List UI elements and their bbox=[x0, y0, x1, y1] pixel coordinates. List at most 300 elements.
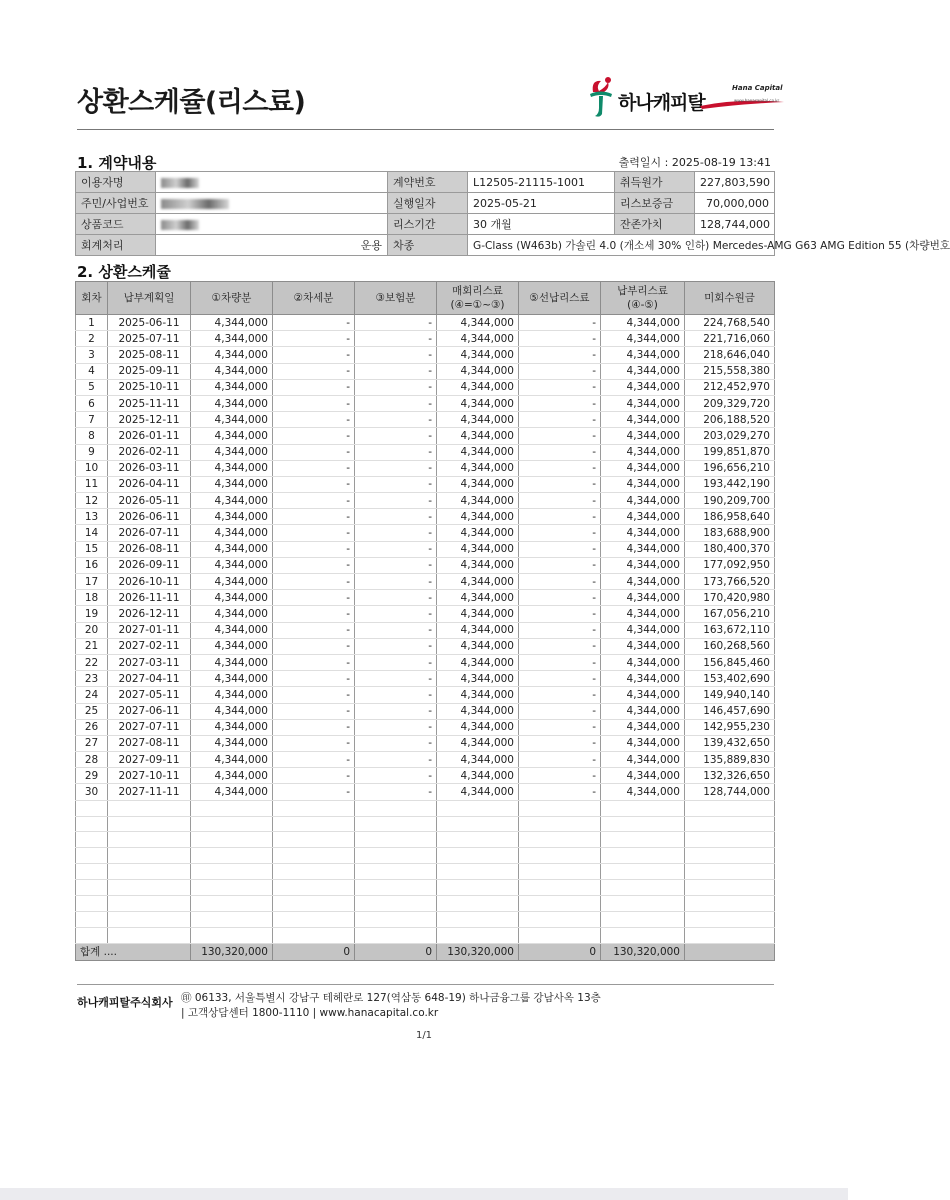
header-tax: ②차세분 bbox=[273, 282, 355, 315]
section2-title: 2. 상환스케쥴 bbox=[77, 263, 171, 281]
cell-payment: 4,344,000 bbox=[601, 638, 685, 654]
empty-row bbox=[76, 816, 775, 832]
empty-cell bbox=[273, 848, 355, 864]
contract-info-table bbox=[75, 171, 950, 256]
table-row bbox=[76, 606, 775, 622]
empty-cell bbox=[76, 848, 108, 864]
cell-balance: 142,955,230 bbox=[685, 719, 775, 735]
header-payment bbox=[601, 282, 685, 315]
table-row bbox=[76, 541, 775, 557]
cell-tax: - bbox=[273, 331, 355, 347]
table-row bbox=[76, 460, 775, 476]
cell-vehicle: 4,344,000 bbox=[191, 444, 273, 460]
label-id: 주민/사업번호 bbox=[76, 193, 156, 214]
cell-lease: 4,344,000 bbox=[437, 476, 519, 492]
cell-tax: - bbox=[273, 395, 355, 411]
cell-lease: 4,344,000 bbox=[437, 428, 519, 444]
cell-insurance: - bbox=[355, 703, 437, 719]
cell-tax: - bbox=[273, 638, 355, 654]
cell-insurance: - bbox=[355, 687, 437, 703]
label-product: 상품코드 bbox=[76, 214, 156, 235]
id-number-redacted bbox=[156, 193, 388, 214]
table-row bbox=[76, 476, 775, 492]
cell-date: 2025-10-11 bbox=[108, 379, 191, 395]
footer-contact: | 고객상담센터 1800-1110 | www.hanacapital.co.kr bbox=[181, 1007, 439, 1019]
cell-payment: 4,344,000 bbox=[601, 379, 685, 395]
cell-payment: 4,344,000 bbox=[601, 412, 685, 428]
empty-cell bbox=[519, 800, 601, 816]
cell-tax: - bbox=[273, 444, 355, 460]
total-tax: 0 bbox=[273, 943, 355, 960]
cell-no: 30 bbox=[76, 784, 108, 800]
cell-insurance: - bbox=[355, 752, 437, 768]
empty-cell bbox=[273, 880, 355, 896]
empty-cell bbox=[76, 895, 108, 911]
cell-vehicle: 4,344,000 bbox=[191, 768, 273, 784]
total-payment: 130,320,000 bbox=[601, 943, 685, 960]
cell-vehicle: 4,344,000 bbox=[191, 379, 273, 395]
cell-date: 2025-12-11 bbox=[108, 412, 191, 428]
cell-tax: - bbox=[273, 428, 355, 444]
cell-tax: - bbox=[273, 541, 355, 557]
empty-cell bbox=[191, 880, 273, 896]
empty-cell bbox=[685, 848, 775, 864]
empty-cell bbox=[76, 832, 108, 848]
cell-balance: 209,329,720 bbox=[685, 395, 775, 411]
cell-insurance: - bbox=[355, 768, 437, 784]
empty-row bbox=[76, 800, 775, 816]
empty-cell bbox=[437, 832, 519, 848]
cell-balance: 180,400,370 bbox=[685, 541, 775, 557]
empty-row bbox=[76, 848, 775, 864]
cell-prepaid: - bbox=[519, 654, 601, 670]
cell-vehicle: 4,344,000 bbox=[191, 638, 273, 654]
empty-row bbox=[76, 864, 775, 880]
empty-row bbox=[76, 895, 775, 911]
cell-insurance: - bbox=[355, 315, 437, 331]
cell-no: 3 bbox=[76, 347, 108, 363]
cell-no: 18 bbox=[76, 590, 108, 606]
empty-cell bbox=[273, 800, 355, 816]
cell-prepaid: - bbox=[519, 460, 601, 476]
cell-prepaid: - bbox=[519, 719, 601, 735]
empty-cell bbox=[108, 880, 191, 896]
total-insurance: 0 bbox=[355, 943, 437, 960]
empty-cell bbox=[76, 800, 108, 816]
empty-cell bbox=[437, 864, 519, 880]
cell-balance: 221,716,060 bbox=[685, 331, 775, 347]
cell-balance: 193,442,190 bbox=[685, 476, 775, 492]
logo-english: Hana Capital bbox=[732, 84, 783, 92]
empty-cell bbox=[191, 864, 273, 880]
section1-title: 1. 계약내용 bbox=[77, 154, 157, 172]
table-row bbox=[76, 428, 775, 444]
cell-tax: - bbox=[273, 460, 355, 476]
info-row bbox=[76, 235, 775, 256]
cell-balance: 163,672,110 bbox=[685, 622, 775, 638]
empty-cell bbox=[273, 927, 355, 943]
cell-payment: 4,344,000 bbox=[601, 476, 685, 492]
cell-lease: 4,344,000 bbox=[437, 363, 519, 379]
cell-no: 26 bbox=[76, 719, 108, 735]
cell-tax: - bbox=[273, 752, 355, 768]
cell-no: 12 bbox=[76, 493, 108, 509]
cell-lease: 4,344,000 bbox=[437, 315, 519, 331]
cell-vehicle: 4,344,000 bbox=[191, 541, 273, 557]
cell-insurance: - bbox=[355, 541, 437, 557]
cell-date: 2027-07-11 bbox=[108, 719, 191, 735]
cell-balance: 218,646,040 bbox=[685, 347, 775, 363]
total-prepaid: 0 bbox=[519, 943, 601, 960]
cell-no: 17 bbox=[76, 574, 108, 590]
table-row bbox=[76, 557, 775, 573]
label-vehicle: 차종 bbox=[388, 235, 468, 256]
cell-date: 2027-02-11 bbox=[108, 638, 191, 654]
cell-prepaid: - bbox=[519, 476, 601, 492]
empty-cell bbox=[437, 800, 519, 816]
cell-vehicle: 4,344,000 bbox=[191, 347, 273, 363]
cell-tax: - bbox=[273, 315, 355, 331]
cell-balance: 203,029,270 bbox=[685, 428, 775, 444]
cell-tax: - bbox=[273, 687, 355, 703]
table-row bbox=[76, 735, 775, 751]
empty-cell bbox=[191, 800, 273, 816]
header-prepaid: ⑤선납리스료 bbox=[519, 282, 601, 315]
cell-lease: 4,344,000 bbox=[437, 703, 519, 719]
cell-no: 15 bbox=[76, 541, 108, 557]
label-lease-period: 리스기간 bbox=[388, 214, 468, 235]
cell-vehicle: 4,344,000 bbox=[191, 574, 273, 590]
cell-prepaid: - bbox=[519, 363, 601, 379]
cell-balance: 156,845,460 bbox=[685, 654, 775, 670]
cell-lease: 4,344,000 bbox=[437, 444, 519, 460]
header-vehicle: ①차량분 bbox=[191, 282, 273, 315]
cell-lease: 4,344,000 bbox=[437, 590, 519, 606]
header-payment-line2: (④-⑤) bbox=[627, 299, 658, 311]
residual-value: 128,744,000 bbox=[695, 214, 775, 235]
cell-tax: - bbox=[273, 379, 355, 395]
bottom-band bbox=[0, 1188, 848, 1200]
cell-vehicle: 4,344,000 bbox=[191, 315, 273, 331]
empty-cell bbox=[685, 864, 775, 880]
cell-no: 8 bbox=[76, 428, 108, 444]
cell-prepaid: - bbox=[519, 315, 601, 331]
cell-date: 2026-08-11 bbox=[108, 541, 191, 557]
schedule-body bbox=[76, 315, 775, 961]
cell-payment: 4,344,000 bbox=[601, 460, 685, 476]
cell-date: 2026-10-11 bbox=[108, 574, 191, 590]
cell-tax: - bbox=[273, 703, 355, 719]
exec-date: 2025-05-21 bbox=[468, 193, 615, 214]
table-row bbox=[76, 509, 775, 525]
cell-date: 2025-07-11 bbox=[108, 331, 191, 347]
empty-cell bbox=[76, 927, 108, 943]
page-number: 1/1 bbox=[415, 1030, 433, 1041]
cell-tax: - bbox=[273, 509, 355, 525]
cell-insurance: - bbox=[355, 719, 437, 735]
cell-no: 28 bbox=[76, 752, 108, 768]
cell-payment: 4,344,000 bbox=[601, 735, 685, 751]
table-row bbox=[76, 719, 775, 735]
cell-tax: - bbox=[273, 654, 355, 670]
cell-prepaid: - bbox=[519, 622, 601, 638]
empty-cell bbox=[191, 832, 273, 848]
cell-lease: 4,344,000 bbox=[437, 525, 519, 541]
empty-cell bbox=[685, 927, 775, 943]
cell-no: 11 bbox=[76, 476, 108, 492]
cell-prepaid: - bbox=[519, 606, 601, 622]
cell-balance: 173,766,520 bbox=[685, 574, 775, 590]
cell-prepaid: - bbox=[519, 590, 601, 606]
label-contract-no: 계약번호 bbox=[388, 172, 468, 193]
table-row bbox=[76, 784, 775, 800]
cell-vehicle: 4,344,000 bbox=[191, 590, 273, 606]
cell-vehicle: 4,344,000 bbox=[191, 525, 273, 541]
empty-row bbox=[76, 911, 775, 927]
cell-date: 2027-01-11 bbox=[108, 622, 191, 638]
cell-insurance: - bbox=[355, 509, 437, 525]
cell-no: 20 bbox=[76, 622, 108, 638]
cell-insurance: - bbox=[355, 347, 437, 363]
accounting-type: 운용 bbox=[156, 235, 388, 256]
cell-date: 2027-03-11 bbox=[108, 654, 191, 670]
cell-balance: 132,326,650 bbox=[685, 768, 775, 784]
cell-no: 14 bbox=[76, 525, 108, 541]
empty-cell bbox=[519, 911, 601, 927]
cell-payment: 4,344,000 bbox=[601, 363, 685, 379]
repayment-schedule-table bbox=[75, 281, 775, 961]
cell-tax: - bbox=[273, 493, 355, 509]
table-row bbox=[76, 671, 775, 687]
cell-date: 2026-02-11 bbox=[108, 444, 191, 460]
cell-payment: 4,344,000 bbox=[601, 622, 685, 638]
cell-balance: 215,558,380 bbox=[685, 363, 775, 379]
cell-vehicle: 4,344,000 bbox=[191, 784, 273, 800]
cell-payment: 4,344,000 bbox=[601, 687, 685, 703]
cell-lease: 4,344,000 bbox=[437, 509, 519, 525]
table-row bbox=[76, 412, 775, 428]
cell-insurance: - bbox=[355, 557, 437, 573]
cell-insurance: - bbox=[355, 654, 437, 670]
empty-cell bbox=[108, 816, 191, 832]
footer-address: ㊞ 06133, 서울특별시 강남구 테헤란로 127(역삼동 648-19) 하나금융그룹 강남사옥 13층 bbox=[181, 992, 601, 1004]
label-deposit: 리스보증금 bbox=[615, 193, 695, 214]
cell-insurance: - bbox=[355, 331, 437, 347]
cell-prepaid: - bbox=[519, 671, 601, 687]
cell-payment: 4,344,000 bbox=[601, 525, 685, 541]
cell-insurance: - bbox=[355, 412, 437, 428]
empty-cell bbox=[76, 911, 108, 927]
empty-cell bbox=[437, 848, 519, 864]
empty-row bbox=[76, 832, 775, 848]
cell-no: 24 bbox=[76, 687, 108, 703]
contract-no: L12505-21115-1001 bbox=[468, 172, 615, 193]
cell-prepaid: - bbox=[519, 735, 601, 751]
cell-date: 2025-09-11 bbox=[108, 363, 191, 379]
cell-lease: 4,344,000 bbox=[437, 719, 519, 735]
cell-lease: 4,344,000 bbox=[437, 460, 519, 476]
cell-balance: 177,092,950 bbox=[685, 557, 775, 573]
totals-label: 합계 .... bbox=[76, 943, 191, 960]
cell-prepaid: - bbox=[519, 412, 601, 428]
cell-balance: 160,268,560 bbox=[685, 638, 775, 654]
cell-payment: 4,344,000 bbox=[601, 574, 685, 590]
cell-vehicle: 4,344,000 bbox=[191, 412, 273, 428]
table-row bbox=[76, 638, 775, 654]
cell-tax: - bbox=[273, 719, 355, 735]
cell-lease: 4,344,000 bbox=[437, 395, 519, 411]
cell-vehicle: 4,344,000 bbox=[191, 671, 273, 687]
cell-lease: 4,344,000 bbox=[437, 347, 519, 363]
cell-insurance: - bbox=[355, 363, 437, 379]
cell-prepaid: - bbox=[519, 638, 601, 654]
cell-vehicle: 4,344,000 bbox=[191, 509, 273, 525]
header-no: 회차 bbox=[76, 282, 108, 315]
header-lease bbox=[437, 282, 519, 315]
product-code-redacted bbox=[156, 214, 388, 235]
cell-prepaid: - bbox=[519, 687, 601, 703]
cell-payment: 4,344,000 bbox=[601, 768, 685, 784]
cell-balance: 186,958,640 bbox=[685, 509, 775, 525]
cell-lease: 4,344,000 bbox=[437, 379, 519, 395]
info-row bbox=[76, 172, 775, 193]
total-lease: 130,320,000 bbox=[437, 943, 519, 960]
empty-cell bbox=[601, 848, 685, 864]
lease-period: 30 개월 bbox=[468, 214, 615, 235]
cell-date: 2027-05-11 bbox=[108, 687, 191, 703]
empty-cell bbox=[355, 864, 437, 880]
cell-insurance: - bbox=[355, 493, 437, 509]
cell-insurance: - bbox=[355, 444, 437, 460]
cell-prepaid: - bbox=[519, 752, 601, 768]
empty-cell bbox=[601, 927, 685, 943]
cell-prepaid: - bbox=[519, 379, 601, 395]
table-row bbox=[76, 315, 775, 331]
cell-lease: 4,344,000 bbox=[437, 331, 519, 347]
cell-prepaid: - bbox=[519, 493, 601, 509]
cell-payment: 4,344,000 bbox=[601, 654, 685, 670]
header-lease-line1: 매회리스료 bbox=[452, 285, 503, 297]
deposit: 70,000,000 bbox=[695, 193, 775, 214]
cell-lease: 4,344,000 bbox=[437, 752, 519, 768]
empty-cell bbox=[601, 880, 685, 896]
vehicle-model: G-Class (W463b) 가솔린 4.0 (개소세 30% 인하) Mercedes-AMG G63 AMG Edition 55 (차량번호 bbox=[468, 235, 775, 256]
cell-prepaid: - bbox=[519, 428, 601, 444]
cell-lease: 4,344,000 bbox=[437, 687, 519, 703]
label-exec-date: 실행일자 bbox=[388, 193, 468, 214]
cell-vehicle: 4,344,000 bbox=[191, 622, 273, 638]
cell-prepaid: - bbox=[519, 509, 601, 525]
cell-tax: - bbox=[273, 363, 355, 379]
cell-balance: 199,851,870 bbox=[685, 444, 775, 460]
empty-cell bbox=[355, 832, 437, 848]
cell-lease: 4,344,000 bbox=[437, 784, 519, 800]
cell-lease: 4,344,000 bbox=[437, 671, 519, 687]
cell-date: 2027-11-11 bbox=[108, 784, 191, 800]
hana-capital-logo bbox=[584, 74, 784, 124]
header-insurance: ③보험분 bbox=[355, 282, 437, 315]
empty-cell bbox=[273, 864, 355, 880]
table-row bbox=[76, 347, 775, 363]
cell-prepaid: - bbox=[519, 525, 601, 541]
cell-prepaid: - bbox=[519, 768, 601, 784]
empty-cell bbox=[685, 832, 775, 848]
total-balance-empty bbox=[685, 943, 775, 960]
acq-price: 227,803,590 bbox=[695, 172, 775, 193]
cell-vehicle: 4,344,000 bbox=[191, 654, 273, 670]
header-balance: 미회수원금 bbox=[685, 282, 775, 315]
cell-payment: 4,344,000 bbox=[601, 541, 685, 557]
cell-payment: 4,344,000 bbox=[601, 509, 685, 525]
table-row bbox=[76, 654, 775, 670]
cell-balance: 139,432,650 bbox=[685, 735, 775, 751]
cell-prepaid: - bbox=[519, 574, 601, 590]
cell-balance: 224,768,540 bbox=[685, 315, 775, 331]
cell-lease: 4,344,000 bbox=[437, 735, 519, 751]
cell-date: 2026-03-11 bbox=[108, 460, 191, 476]
cell-vehicle: 4,344,000 bbox=[191, 752, 273, 768]
cell-vehicle: 4,344,000 bbox=[191, 460, 273, 476]
cell-payment: 4,344,000 bbox=[601, 315, 685, 331]
cell-payment: 4,344,000 bbox=[601, 784, 685, 800]
empty-cell bbox=[191, 911, 273, 927]
cell-no: 1 bbox=[76, 315, 108, 331]
empty-cell bbox=[355, 800, 437, 816]
empty-cell bbox=[76, 880, 108, 896]
hana-logo-symbol-icon bbox=[584, 74, 618, 120]
cell-vehicle: 4,344,000 bbox=[191, 735, 273, 751]
table-row bbox=[76, 687, 775, 703]
cell-insurance: - bbox=[355, 590, 437, 606]
empty-cell bbox=[108, 895, 191, 911]
cell-prepaid: - bbox=[519, 784, 601, 800]
cell-balance: 128,744,000 bbox=[685, 784, 775, 800]
table-row bbox=[76, 525, 775, 541]
label-accounting: 회계처리 bbox=[76, 235, 156, 256]
cell-lease: 4,344,000 bbox=[437, 606, 519, 622]
cell-balance: 212,452,970 bbox=[685, 379, 775, 395]
cell-payment: 4,344,000 bbox=[601, 428, 685, 444]
cell-lease: 4,344,000 bbox=[437, 412, 519, 428]
empty-cell bbox=[108, 832, 191, 848]
cell-payment: 4,344,000 bbox=[601, 331, 685, 347]
cell-lease: 4,344,000 bbox=[437, 557, 519, 573]
cell-date: 2026-09-11 bbox=[108, 557, 191, 573]
cell-balance: 167,056,210 bbox=[685, 606, 775, 622]
logo-text: 하나캐피탈 bbox=[618, 92, 705, 114]
header-payment-line1: 납부리스료 bbox=[617, 285, 668, 297]
cell-tax: - bbox=[273, 347, 355, 363]
cell-date: 2027-10-11 bbox=[108, 768, 191, 784]
empty-cell bbox=[601, 800, 685, 816]
cell-lease: 4,344,000 bbox=[437, 574, 519, 590]
cell-tax: - bbox=[273, 606, 355, 622]
empty-cell bbox=[76, 864, 108, 880]
table-row bbox=[76, 395, 775, 411]
empty-cell bbox=[437, 880, 519, 896]
table-row bbox=[76, 590, 775, 606]
cell-tax: - bbox=[273, 590, 355, 606]
cell-prepaid: - bbox=[519, 703, 601, 719]
cell-insurance: - bbox=[355, 574, 437, 590]
empty-cell bbox=[355, 895, 437, 911]
cell-prepaid: - bbox=[519, 444, 601, 460]
table-row bbox=[76, 703, 775, 719]
info-row bbox=[76, 193, 775, 214]
cell-payment: 4,344,000 bbox=[601, 444, 685, 460]
cell-lease: 4,344,000 bbox=[437, 541, 519, 557]
cell-no: 4 bbox=[76, 363, 108, 379]
